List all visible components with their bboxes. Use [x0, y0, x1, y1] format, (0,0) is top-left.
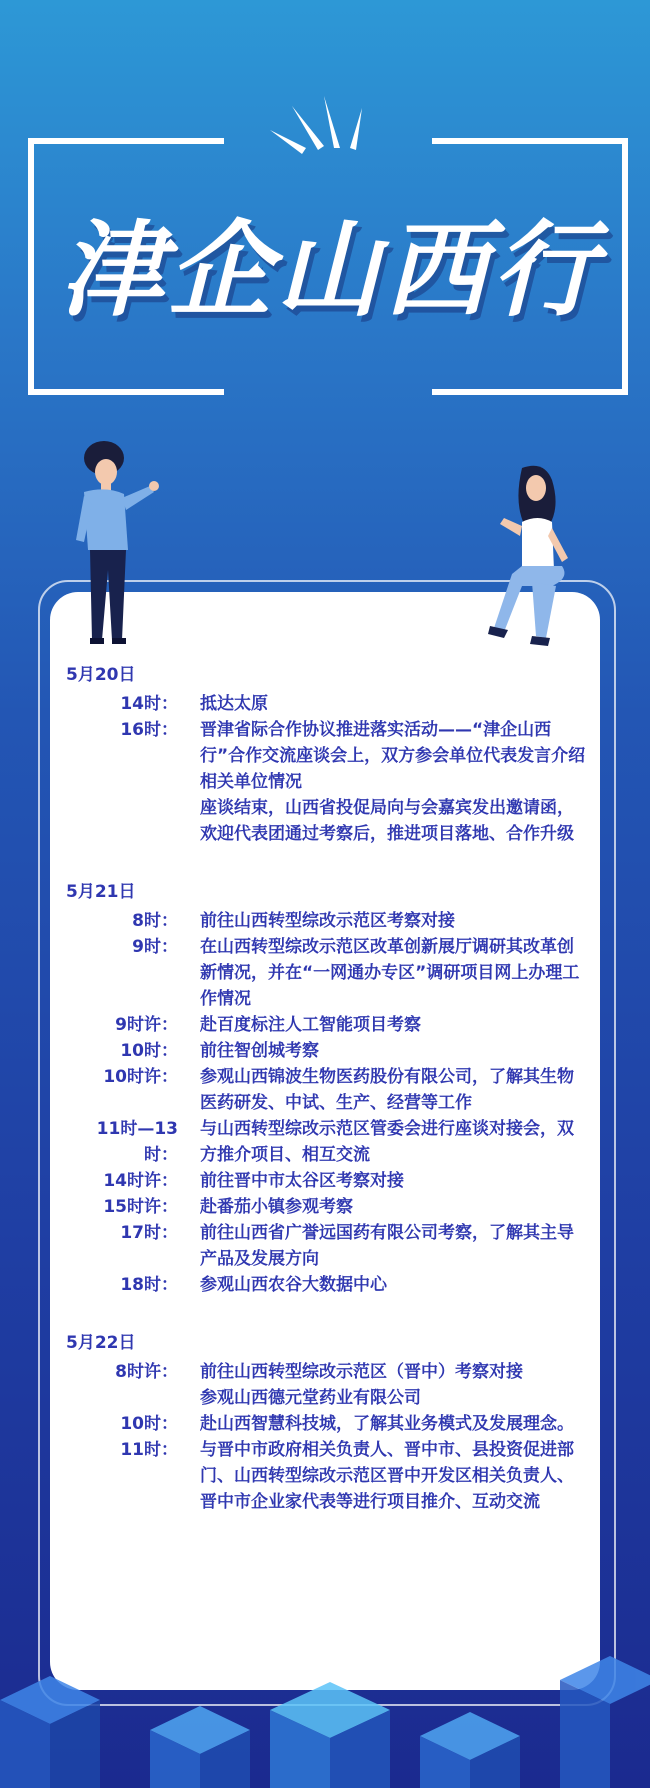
- item-desc: 前往晋中市太谷区考察对接: [200, 1171, 404, 1191]
- schedule-item: [66, 1385, 586, 1411]
- isometric-blocks-decoration: [0, 1640, 650, 1788]
- sparkle-rays-decoration: [262, 96, 392, 156]
- item-desc: 晋津省际合作协议推进落实活动——“津企山西行”合作交流座谈会上，双方参会单位代表发言介绍相关单位情况: [200, 720, 586, 792]
- item-desc: 前往智创城考察: [200, 1041, 319, 1061]
- item-desc: 前往山西转型综改示范区考察对接: [200, 911, 455, 931]
- schedule-item: [66, 1038, 586, 1064]
- schedule-item: [66, 795, 586, 847]
- item-desc: 与山西转型综改示范区管委会进行座谈对接会，双方推介项目、相互交流: [200, 1119, 574, 1165]
- item-time: 18时：: [120, 1275, 178, 1295]
- item-time: 16时：: [120, 720, 178, 740]
- schedule-item: [66, 934, 586, 1012]
- item-desc: 前往山西转型综改示范区（晋中）考察对接: [200, 1362, 523, 1382]
- item-time: 17时：: [120, 1223, 178, 1243]
- day-section: [66, 660, 586, 847]
- item-desc: 参观山西农谷大数据中心: [200, 1275, 387, 1295]
- item-time: 14时许：: [103, 1171, 178, 1191]
- item-desc: 参观山西德元堂药业有限公司: [200, 1388, 421, 1408]
- woman-illustration: [482, 462, 592, 662]
- day-date: 5月22日: [66, 1333, 136, 1353]
- page-title: 津企山西行: [59, 209, 600, 331]
- day-section: [66, 877, 586, 1298]
- schedule-item: [66, 1168, 586, 1194]
- schedule-item: [66, 1116, 586, 1168]
- item-time: 8时：: [132, 911, 178, 931]
- item-time: 11时：: [120, 1440, 178, 1460]
- day-date: 5月20日: [66, 665, 136, 685]
- schedule-item: [66, 1220, 586, 1272]
- item-time: 10时：: [120, 1414, 178, 1434]
- item-time: 9时：: [132, 937, 178, 957]
- item-desc: 赴百度标注人工智能项目考察: [200, 1015, 421, 1035]
- schedule-item: [66, 1064, 586, 1116]
- item-desc: 与晋中市政府相关负责人、晋中市、县投资促进部门、山西转型综改示范区晋中开发区相关负责人、晋中市企业家代表等进行项目推介、互动交流: [200, 1440, 574, 1512]
- schedule: [66, 660, 586, 1545]
- item-desc: 在山西转型综改示范区改革创新展厅调研其改革创新情况，并在“一网通办专区”调研项目网上办理工作情况: [200, 937, 580, 1009]
- item-desc: 抵达太原: [200, 694, 268, 714]
- item-time: 14时：: [120, 694, 178, 714]
- schedule-item: [66, 908, 586, 934]
- item-time: 10时许：: [103, 1067, 178, 1087]
- schedule-item: [66, 691, 586, 717]
- item-desc: 参观山西锦波生物医药股份有限公司，了解其生物医药研发、中试、生产、经营等工作: [200, 1067, 574, 1113]
- schedule-item: [66, 1272, 586, 1298]
- item-time: 10时：: [120, 1041, 178, 1061]
- schedule-item: [66, 1437, 586, 1515]
- item-desc: 前往山西省广誉远国药有限公司考察，了解其主导产品及发展方向: [200, 1223, 574, 1269]
- item-desc: 座谈结束，山西省投促局向与会嘉宾发出邀请函，欢迎代表团通过考察后，推进项目落地、合作升级: [200, 798, 574, 844]
- schedule-item: [66, 1012, 586, 1038]
- schedule-item: [66, 1194, 586, 1220]
- item-time: 9时许：: [115, 1015, 178, 1035]
- schedule-item: [66, 1359, 586, 1385]
- schedule-item: [66, 717, 586, 795]
- man-illustration: [66, 440, 166, 660]
- item-desc: 赴山西智慧科技城，了解其业务模式及发展理念。: [200, 1414, 574, 1434]
- day-date: 5月21日: [66, 882, 136, 902]
- day-section: [66, 1328, 586, 1515]
- item-time: 8时许：: [115, 1362, 178, 1382]
- item-time: 15时许：: [103, 1197, 178, 1217]
- item-time: 11时—13时：: [96, 1119, 178, 1165]
- item-desc: 赴番茄小镇参观考察: [200, 1197, 353, 1217]
- schedule-item: [66, 1411, 586, 1437]
